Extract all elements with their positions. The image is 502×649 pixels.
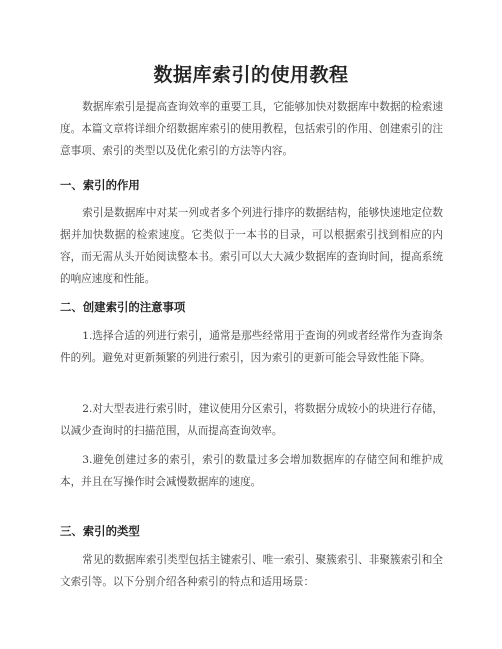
- precaution-item-2: 2.对大型表进行索引时，建议使用分区索引，将数据分成较小的块进行存储，以减少查询时的扫描范围，从而提高查询效率。: [60, 403, 443, 437]
- document-title: 数据库索引的使用教程: [153, 64, 349, 86]
- section-heading-types: 三、索引的类型: [60, 524, 140, 538]
- section-types-paragraph: 常见的数据库索引类型包括主键索引、唯一索引、聚簇索引、非聚簇索引和全文索引等。以下分别介绍各种索引的特点和适用场景：: [60, 554, 443, 588]
- intro-paragraph: 数据库索引是提高查询效率的重要工具，它能够加快对数据库中数据的检索速度。本篇文章将详细介绍数据库索引的使用教程，包括索引的作用、创建索引的注意事项、索引的类型以及优化索引的方法等内容。: [60, 101, 443, 157]
- section-heading-purpose: 一、索引的作用: [60, 178, 140, 192]
- precaution-item-3: 3.避免创建过多的索引，索引的数量过多会增加数据库的存储空间和维护成本，并且在写操作时会减慢数据库的速度。: [60, 454, 443, 488]
- section-purpose-paragraph: 索引是数据库中对某一列或者多个列进行排序的数据结构，能够快速地定位数据并加快数据的检索速度。它类似于一本书的目录，可以根据索引找到相应的内容，而无需从头开始阅读整本书。索引可以大大减少数据库的查询时间，提高系统的响应速度和性能。: [60, 207, 443, 285]
- section-heading-precautions: 二、创建索引的注意事项: [60, 300, 186, 314]
- precaution-item-1: 1.选择合适的列进行索引，通常是那些经常用于查询的列或者经常作为查询条件的列。避免对更新频繁的列进行索引，因为索引的更新可能会导致性能下降。: [60, 330, 443, 364]
